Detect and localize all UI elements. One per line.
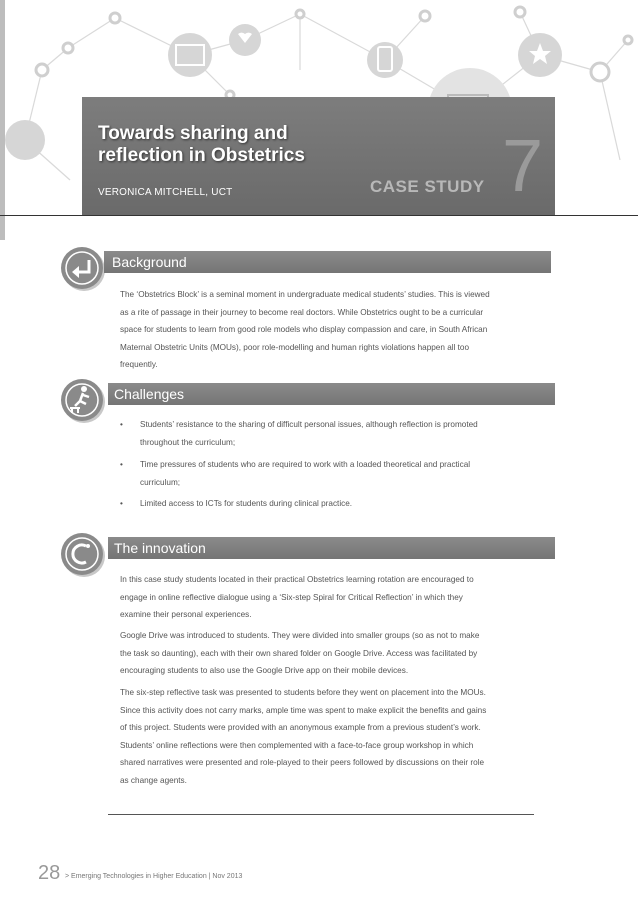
page-edge (0, 0, 5, 240)
list-item (120, 495, 534, 513)
text-line: curriculum; (140, 477, 181, 487)
section-heading-background: Background (104, 251, 551, 273)
innovation-paragraph-2 (120, 627, 534, 680)
case-study-label: CASE STUDY (370, 177, 485, 196)
list-item (120, 416, 534, 451)
text-line: of this project. Students were provided with an anonymous example from a previous student’s work. (120, 723, 481, 732)
text-line: Students’ online reflections were then complemented with a face-to-face group workshop in which (120, 740, 474, 750)
bullet-glyph: • (120, 499, 123, 508)
text-line: Time pressures of students who are required to work with a loaded theoretical and practical (140, 460, 471, 469)
text-line: the task so daunting), each with their own shared folder on Google Drive. Access was facilitated by (120, 648, 478, 658)
lightbulb-icon (58, 530, 106, 578)
title-band (82, 97, 555, 215)
list-item (120, 456, 534, 491)
section-heading-innovation: The innovation (108, 537, 555, 559)
bullet-glyph: • (120, 460, 123, 469)
innovation-paragraph-1 (120, 571, 534, 624)
text-line: Limited access to ICTs for students during clinical practice. (140, 499, 353, 508)
author: VERONICA MITCHELL, UCT (98, 187, 233, 198)
case-study-number: 7 (502, 124, 544, 207)
text-line: Google Drive was introduced to students. They were divided into smaller groups (so as not to make (120, 631, 480, 640)
text-line: engage in online reflective dialogue using a ‘Six-step Spiral for Critical Reflection’ in which they (120, 592, 463, 602)
background-paragraph (120, 286, 534, 374)
bullet-glyph: • (120, 420, 123, 429)
text-line: as change agents. (120, 775, 187, 785)
text-line: throughout the curriculum; (140, 437, 236, 447)
text-line: encouraging students to also use the Google Drive app on their mobile devices. (120, 666, 409, 675)
text-line: The six-step reflective task was presented to students before they went on placement into the MOUs. (120, 688, 486, 697)
footer-text: > Emerging Technologies in Higher Education | Nov 2013 (65, 873, 243, 880)
text-line: as a rite of passage in their journey to become real doctors. While Obstetrics ought to be a curricular (120, 307, 484, 317)
text-line: frequently. (120, 360, 158, 369)
hurdle-runner-icon (58, 376, 106, 424)
innovation-paragraph-3 (120, 684, 534, 789)
text-line: Maternal Obstetric Units (MOUs), poor role-modelling and human rights violations happen all too (120, 342, 470, 352)
title-line-2: reflection in Obstetrics (98, 145, 305, 166)
text-line: examine their personal experiences. (120, 610, 252, 619)
text-line: In this case study students located in their practical Obstetrics learning rotation are encouraged to (120, 575, 474, 584)
text-line: shared narratives were presented and role-played to their peers followed by discussions on their role (120, 758, 485, 767)
page-title (98, 123, 388, 167)
title-line-1: Towards sharing and (98, 123, 288, 144)
return-arrow-icon (58, 244, 106, 292)
text-line: Students’ resistance to the sharing of difficult personal issues, although reflection is promoted (140, 420, 478, 429)
text-line: The ‘Obstetrics Block’ is a seminal moment in undergraduate medical students’ studies. This is viewed (120, 290, 490, 299)
bottom-rule (108, 814, 534, 815)
header-rule (0, 215, 638, 216)
section-heading-challenges: Challenges (108, 383, 555, 405)
text-line: space for students to learn from good role models who display compassion and care, in South African (120, 325, 488, 334)
text-line: Since this activity does not carry marks, ample time was spent to make explicit the benefits and gains (120, 705, 487, 715)
page-number: 28 (38, 862, 61, 884)
